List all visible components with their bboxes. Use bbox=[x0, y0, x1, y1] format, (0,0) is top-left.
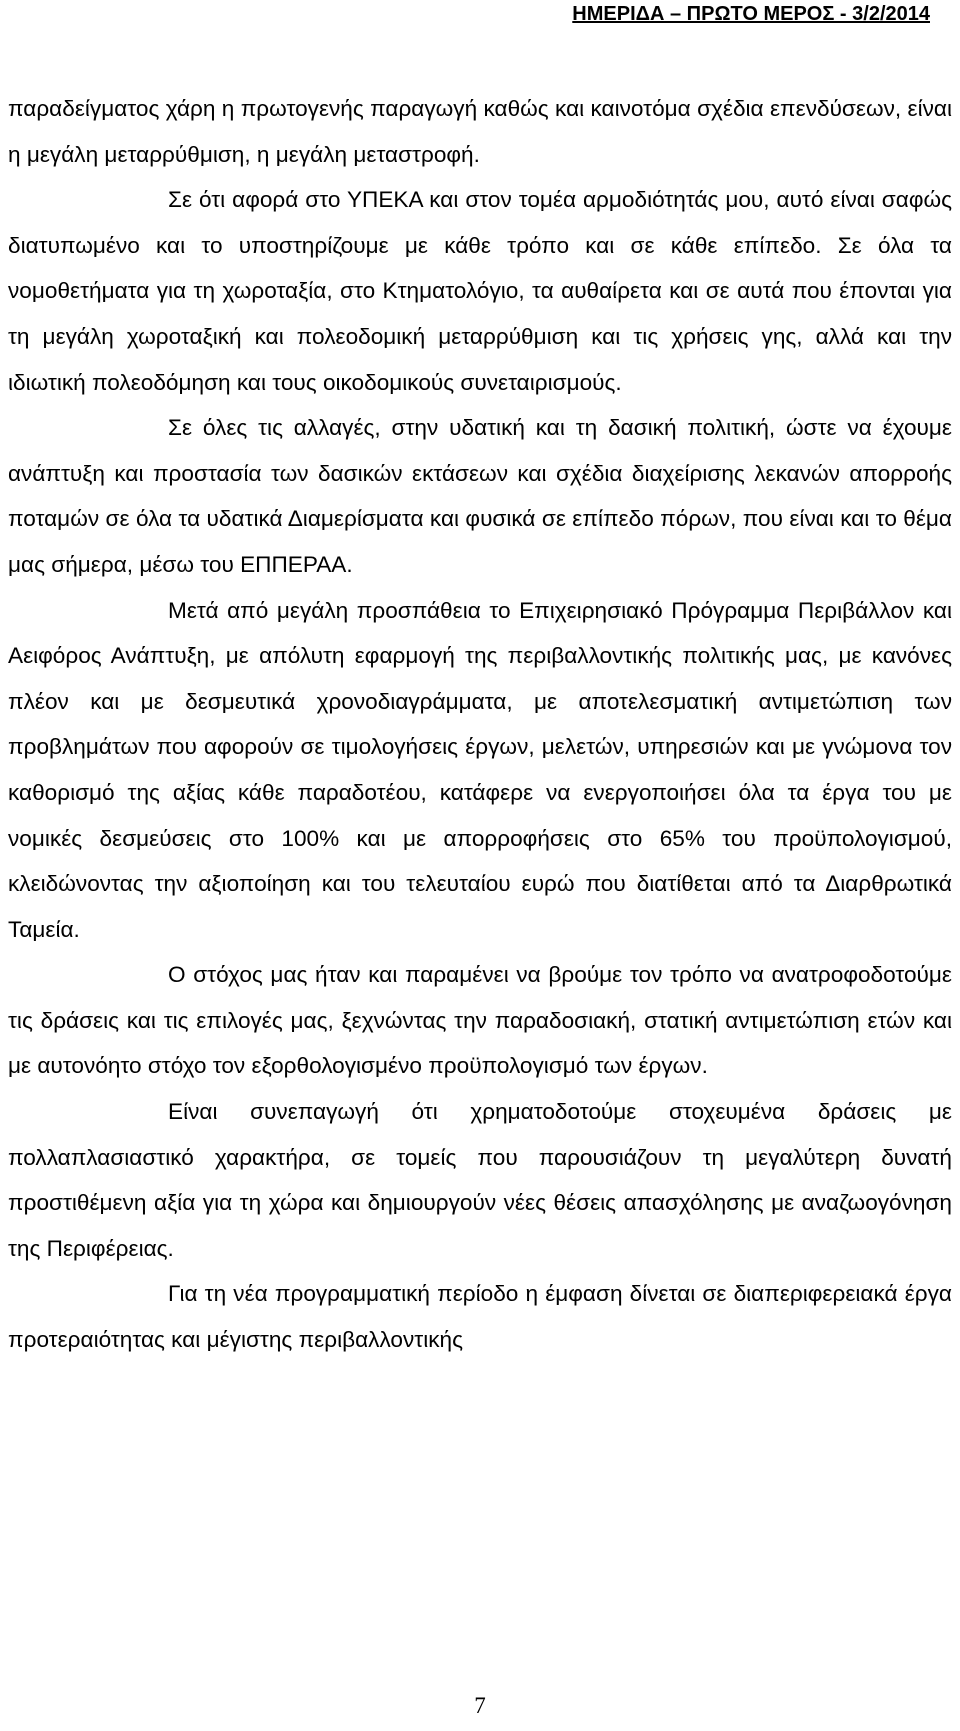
document-body bbox=[8, 86, 952, 1363]
paragraph-2: Σε ότι αφορά στο ΥΠΕΚΑ και στον τομέα αρμοδιότητάς μου, αυτό είναι σαφώς διατυπωμένο και το υποστηρίζουμε με κάθε τρόπο και σε κάθε επίπεδο. Σε όλα τα νομοθετήματα για τη χωροταξία, στο Κτηματολόγιο, τα αυθαίρετα και σε αυτά που έπονται για τη μεγάλη χωροταξική και πολεοδομική μεταρρύθμιση και τις χρήσεις γης, αλλά και την ιδιωτική πολεοδόμηση και τους οικοδομικούς συνεταιρισμούς. bbox=[8, 187, 952, 395]
paragraph-1: παραδείγματος χάρη η πρωτογενής παραγωγή καθώς και καινοτόμα σχέδια επενδύσεων, είναι η μεγάλη μεταρρύθμιση, η μεγάλη μεταστροφή. bbox=[8, 96, 952, 167]
paragraph-5: Ο στόχος μας ήταν και παραμένει να βρούμε τον τρόπο να ανατροφοδοτούμε τις δράσεις και τις επιλογές μας, ξεχνώντας την παραδοσιακή, στατική αντιμετώπιση ετών και με αυτονόητο στόχο τον εξορθολογισμένο προϋπολογισμό των έργων. bbox=[8, 962, 952, 1079]
paragraph-6: Είναι συνεπαγωγή ότι χρηματοδοτούμε στοχευμένα δράσεις με πολλαπλασιαστικό χαρακτήρα, σε τομείς που παρουσιάζουν τη μεγαλύτερη δυνατή προστιθέμενη αξία για τη χώρα και δημιουργούν νέες θέσεις απασχόλησης με αναζωογόνηση της Περιφέρειας. bbox=[8, 1099, 952, 1261]
paragraph-7: Για τη νέα προγραμματική περίοδο η έμφαση δίνεται σε διαπεριφερειακά έργα προτεραιότητας και μέγιστης περιβαλλοντικής bbox=[8, 1281, 952, 1353]
page-number: 7 bbox=[474, 1693, 486, 1718]
paragraph-4: Μετά από μεγάλη προσπάθεια το Επιχειρησιακό Πρόγραμμα Περιβάλλον και Αειφόρος Ανάπτυξη, με απόλυτη εφαρμογή της περιβαλλοντικής πολιτικής μας, με κανόνες πλέον και με δεσμευτικά χρονοδιαγράμματα, με αποτελεσματική αντιμετώπιση των προβλημάτων που αφορούν σε τιμολογήσεις έργων, μελετών, υπηρεσιών και με γνώμονα τον καθορισμό της αξίας κάθε παραδοτέου, κατάφερε να ενεργοποιήσει όλα τα έργα του με νομικές δεσμεύσεις στο 100% και με απορροφήσεις στο 65% του προϋπολογισμού, κλειδώνοντας την αξιοποίηση και του τελευταίου ευρώ που διατίθεται από τα Διαρθρωτικά Ταμεία. bbox=[8, 597, 952, 942]
paragraph-3: Σε όλες τις αλλαγές, στην υδατική και τη δασική πολιτική, ώστε να έχουμε ανάπτυξη και προστασία των δασικών εκτάσεων και σχέδια διαχείρισης λεκανών απορροής ποταμών σε όλα τα υδατικά Διαμερίσματα και φυσικά σε επίπεδο πόρων, που είναι και το θέμα μας σήμερα, μέσω του ΕΠΠΕΡΑΑ. bbox=[8, 415, 952, 577]
document-header: ΗΜΕΡΙΔΑ – ΠΡΩΤΟ ΜΕΡΟΣ - 3/2/2014 bbox=[572, 3, 930, 25]
